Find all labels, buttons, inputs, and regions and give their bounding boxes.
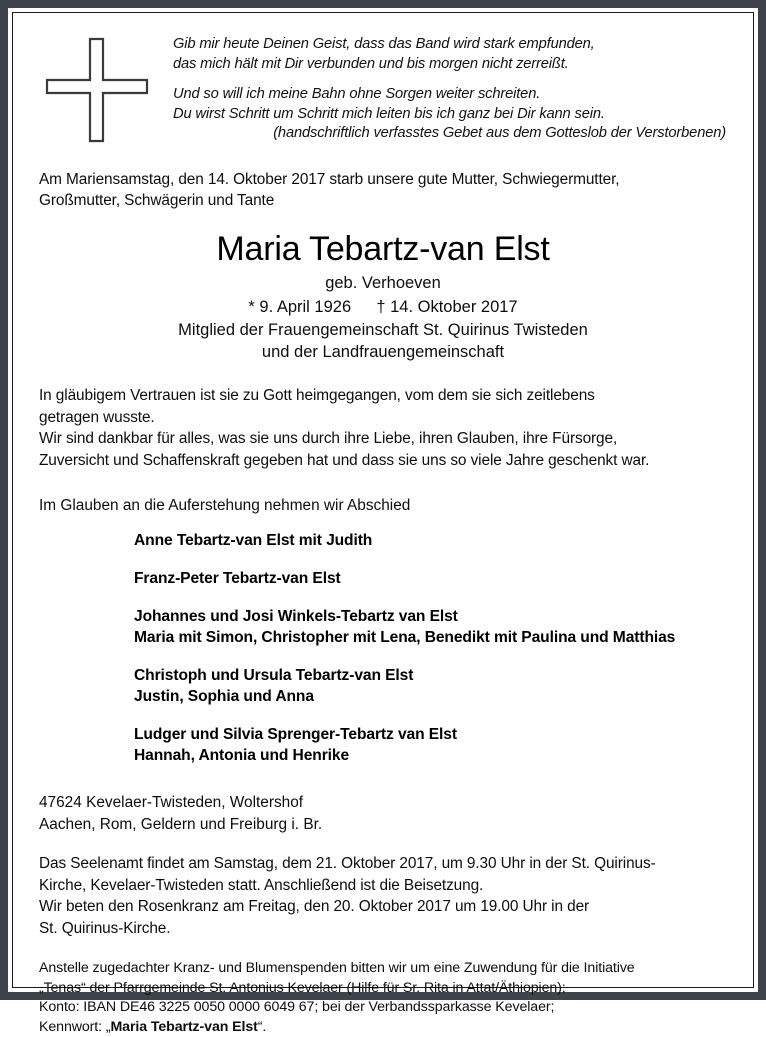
death-date: 14. Oktober 2017: [390, 298, 518, 316]
deceased-maiden-name: geb. Verhoeven: [39, 272, 727, 295]
donation-keyword: Maria Tebartz-van Elst: [110, 1019, 257, 1035]
mourner-group: [134, 724, 727, 766]
faith-line-4: Zuversicht und Schaffenskraft gegeben hat und dass sie uns so viele Jahre geschenkt war.: [39, 450, 727, 472]
mourner-primary: Christoph und Ursula Tebartz-van Elst: [134, 665, 727, 686]
donation-iban-line: Konto: IBAN DE46 3225 0050 0000 6049 67; bei der Verbandssparkasse Kevelaer;: [39, 998, 727, 1018]
faith-line-1: In gläubigem Vertrauen ist sie zu Gott heimgegangen, vom dem sie sich zeitlebens: [39, 385, 727, 407]
faith-line-2: getragen wusste.: [39, 407, 727, 429]
page-inner-margin: [8, 8, 758, 992]
service-line-3: Wir beten den Rosenkranz am Freitag, den 20. Oktober 2017 um 19.00 Uhr in der: [39, 896, 727, 918]
donation-block: [39, 959, 727, 1037]
mourner-primary: Ludger und Silvia Sprenger-Tebartz van Elst: [134, 724, 727, 745]
prayer-block: [173, 33, 727, 144]
death-symbol: †: [376, 298, 385, 316]
birth-date: 9. April 1926: [259, 298, 351, 316]
mourners-list: [39, 530, 727, 766]
membership-line-1: Mitglied der Frauengemeinschaft St. Quirinus Twisteden: [39, 319, 727, 341]
address-line-1: 47624 Kevelaer-Twisteden, Woltershof: [39, 792, 727, 814]
announcement-intro: [39, 169, 727, 211]
mourner-secondary: Justin, Sophia und Anna: [134, 686, 727, 707]
donation-keyword-line: [39, 1018, 727, 1037]
prayer-attribution: (handschriftlich verfasstes Gebet aus dem Gotteslob der Verstorbenen): [173, 124, 727, 144]
donation-line-1: Anstelle zugedachter Kranz- und Blumenspenden bitten wir um eine Zuwendung für die Initiative: [39, 959, 727, 979]
prayer-stanza-2-line-2: Du wirst Schritt um Schritt mich leiten bis ich ganz bei Dir kann sein.: [173, 105, 727, 125]
faith-line-3: Wir sind dankbar für alles, was sie uns durch ihre Liebe, ihren Glauben, ihre Fürsorge,: [39, 428, 727, 450]
header-section: [39, 27, 727, 145]
address-line-2: Aachen, Rom, Geldern und Freiburg i. Br.: [39, 814, 727, 836]
deceased-name: Maria Tebartz-van Elst: [39, 229, 727, 269]
mourner-secondary: Hannah, Antonia und Henrike: [134, 745, 727, 766]
faith-text-block: [39, 385, 727, 471]
prayer-stanza-2-line-1: Und so will ich meine Bahn ohne Sorgen weiter schreiten.: [173, 85, 727, 105]
latin-cross-icon: [43, 35, 151, 145]
intro-line-1: Am Mariensamstag, den 14. Oktober 2017 starb unsere gute Mutter, Schwiegermutter,: [39, 169, 727, 190]
prayer-stanza-1-line-2: das mich hält mit Dir verbunden und bis morgen nicht zerreißt.: [173, 55, 727, 75]
donation-line-2: „Tenas“ der Pfarrgemeinde St. Antonius Kevelaer (Hilfe für Sr. Rita in Attat/Äthiopien);: [39, 979, 727, 999]
deceased-block: [39, 229, 727, 363]
addresses-block: [39, 792, 727, 835]
farewell-heading: Im Glauben an die Auferstehung nehmen wir Abschied: [39, 495, 727, 516]
mourner-secondary: Maria mit Simon, Christopher mit Lena, Benedikt mit Paulina und Matthias: [134, 627, 727, 648]
service-line-1: Das Seelenamt findet am Samstag, dem 21. Oktober 2017, um 9.30 Uhr in der St. Quirinus-: [39, 853, 727, 875]
mourner-primary: Anne Tebartz-van Elst mit Judith: [134, 530, 727, 551]
membership-line-2: und der Landfrauengemeinschaft: [39, 341, 727, 363]
deceased-dates: [39, 295, 727, 319]
mourner-group: [134, 530, 727, 551]
intro-line-2: Großmutter, Schwägerin und Tante: [39, 190, 727, 211]
donation-keyword-prefix: Kennwort: „: [39, 1019, 110, 1035]
inner-rule-frame: [12, 12, 754, 988]
service-line-2: Kirche, Kevelaer-Twisteden statt. Anschließend ist die Beisetzung.: [39, 875, 727, 897]
service-details-block: [39, 853, 727, 939]
mourner-group: [134, 568, 727, 589]
mourner-primary: Franz-Peter Tebartz-van Elst: [134, 568, 727, 589]
mourner-group: [134, 665, 727, 707]
prayer-stanza-1-line-1: Gib mir heute Deinen Geist, dass das Band wird stark empfunden,: [173, 35, 727, 55]
donation-keyword-suffix: “.: [258, 1019, 266, 1035]
mourner-group: [134, 606, 727, 648]
mourner-primary: Johannes und Josi Winkels-Tebartz van Elst: [134, 606, 727, 627]
service-line-4: St. Quirinus-Kirche.: [39, 918, 727, 940]
cross-container: [39, 33, 155, 145]
birth-symbol: *: [248, 298, 254, 316]
